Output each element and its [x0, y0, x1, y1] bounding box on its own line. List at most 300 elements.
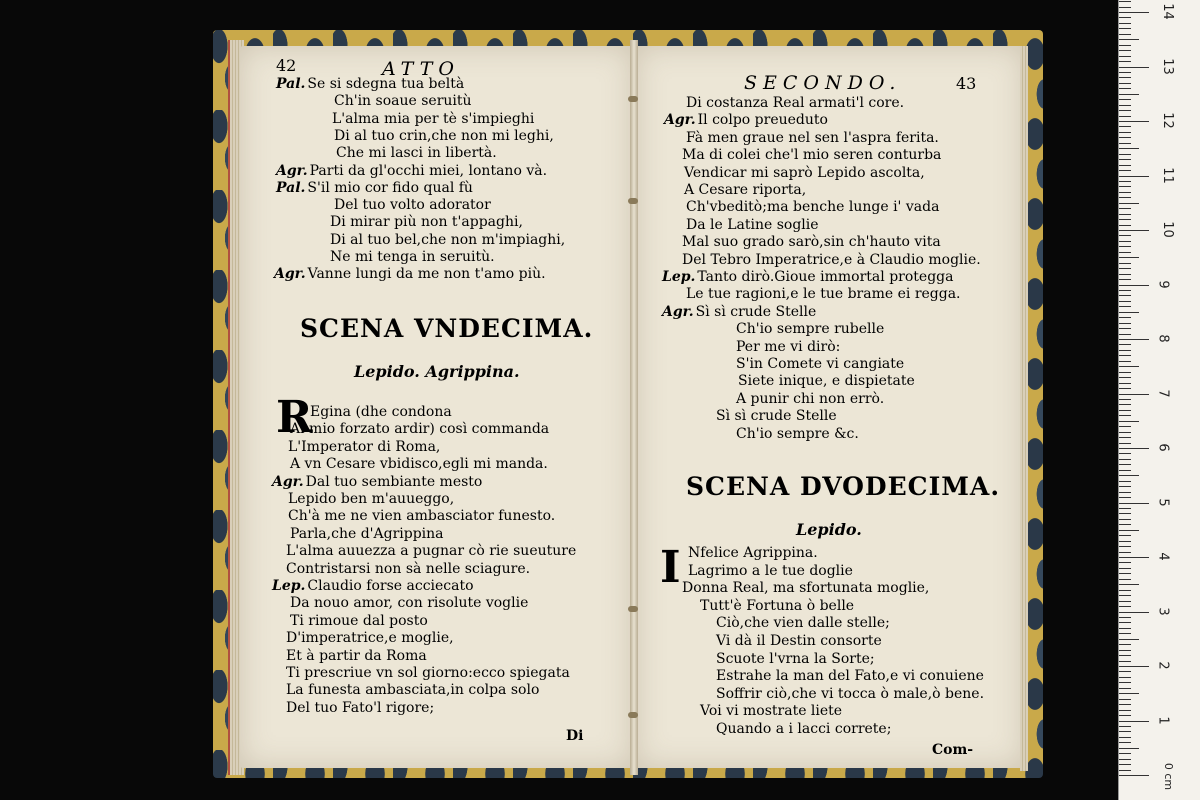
verse-text: Lepido ben m'auueggo,	[288, 491, 455, 507]
ruler-tick	[1119, 34, 1131, 35]
verse-text: Donna Real, ma sfortunata moglie,	[682, 580, 930, 597]
verse-line	[684, 182, 806, 199]
ruler-tick	[1119, 61, 1131, 62]
verse-line	[686, 217, 819, 234]
ruler-tick	[1119, 508, 1131, 509]
ruler-number: 14	[1159, 3, 1175, 20]
ruler-tick	[1119, 372, 1131, 373]
verse-text: Ch'io sempre rubelle	[736, 321, 885, 338]
verse-line	[664, 112, 828, 129]
ruler-tick	[1119, 633, 1131, 634]
verse-line	[272, 578, 474, 595]
ruler-tick	[1119, 208, 1131, 209]
ruler-tick	[1119, 143, 1131, 144]
book-gutter	[630, 40, 638, 775]
ruler-tick	[1119, 404, 1131, 405]
verse-line	[286, 543, 576, 560]
verse-text: Di mirar più non t'appaghi,	[330, 214, 523, 231]
ruler-number: 11	[1159, 166, 1175, 184]
verse-line	[286, 682, 539, 699]
verse-text: Quando a i lacci correte;	[716, 721, 892, 737]
ruler-number: 5	[1155, 497, 1171, 507]
verse-text: Di al tuo bel,che non m'impiaghi,	[330, 231, 566, 248]
verse-line	[688, 563, 853, 580]
ruler-tick	[1119, 639, 1139, 640]
scene-title: SCENA DVODECIMA.	[686, 472, 1001, 501]
verse-text: Voi vi mostrate liete	[700, 703, 843, 720]
ruler-tick	[1119, 459, 1131, 460]
verse-text: Di al tuo crin,che non mi leghi,	[334, 127, 554, 144]
ruler-tick	[1119, 503, 1149, 504]
ruler-tick	[1119, 137, 1131, 138]
ruler-tick	[1119, 268, 1131, 269]
ruler-tick	[1119, 432, 1131, 433]
ruler-tick	[1119, 590, 1131, 591]
ruler-tick	[1119, 312, 1139, 313]
ruler-tick	[1119, 148, 1139, 149]
verse-text: Mal suo grado sarò,sin ch'hauto vita	[682, 234, 941, 251]
verse-text: A Cesare riporta,	[684, 182, 807, 198]
ruler-tick	[1119, 301, 1131, 302]
verse-text: Fà men graue nel sen l'aspra ferita.	[686, 129, 939, 146]
ruler-number: 9	[1155, 279, 1171, 289]
speaker-label: Agr.	[662, 303, 694, 320]
ruler-tick	[1119, 246, 1131, 247]
verse-text: Ch'in soaue seruitù	[334, 93, 472, 110]
catchword: Com-	[932, 742, 974, 758]
ruler-tick	[1119, 105, 1131, 106]
ruler-tick	[1119, 257, 1139, 258]
page-number: 42	[276, 56, 297, 75]
verse-line	[276, 180, 473, 197]
drop-cap: R	[276, 392, 313, 443]
ruler-number: 12	[1159, 112, 1175, 129]
ruler-tick	[1119, 666, 1149, 667]
verse-line	[286, 700, 434, 717]
verse-text: Claudio forse acciecato	[307, 578, 474, 594]
ruler-tick	[1119, 132, 1131, 133]
verse-line	[330, 249, 495, 266]
ruler-tick	[1119, 7, 1131, 8]
verse-text: Vanne lungi da me non t'amo più.	[307, 266, 546, 283]
binding-stitch	[628, 712, 638, 718]
verse-line	[334, 197, 491, 214]
ruler-tick	[1119, 628, 1131, 629]
verse-text: Di costanza Real armati'l core.	[686, 95, 905, 111]
ruler-tick	[1119, 426, 1131, 427]
speaker-label: Pal.	[276, 179, 306, 196]
ruler-tick	[1119, 546, 1131, 547]
catchword: Di	[566, 728, 584, 744]
ruler-tick	[1119, 399, 1131, 400]
ruler-tick	[1119, 470, 1131, 471]
ruler-tick	[1119, 279, 1131, 280]
verse-line	[716, 408, 837, 425]
ruler-tick	[1119, 661, 1131, 662]
verse-text: Ch'vbeditò;ma benche lunge i' vada	[686, 199, 940, 216]
verse-line	[288, 439, 440, 456]
verse-text: L'Imperator di Roma,	[288, 438, 441, 455]
verse-line	[272, 474, 482, 491]
ruler-tick	[1119, 116, 1131, 117]
verse-text: Egina (dhe condona	[310, 404, 452, 420]
running-head: ATTO	[382, 58, 460, 80]
ruler-tick	[1119, 655, 1131, 656]
verse-text: Contristarsi non sà nelle sciagure.	[286, 560, 531, 577]
ruler-tick	[1119, 350, 1131, 351]
ruler-tick	[1119, 579, 1131, 580]
ruler-tick	[1119, 12, 1149, 13]
verse-text: L'alma mia per tè s'impieghi	[332, 110, 535, 127]
verse-line	[700, 598, 854, 615]
ruler-tick	[1119, 50, 1131, 51]
ruler-tick	[1119, 388, 1131, 389]
ruler-tick	[1119, 573, 1131, 574]
ruler-unit-label: 0 cm	[1162, 762, 1176, 791]
ruler-tick	[1119, 492, 1131, 493]
verse-text: Tanto dirò.Gioue immortal protegga	[697, 269, 954, 285]
verse-text: S'il mio cor fido qual fù	[307, 179, 473, 196]
verse-text: A punir chi non errò.	[736, 390, 885, 407]
verse-text: S'in Comete vi cangiate	[736, 356, 905, 372]
ruler-tick	[1119, 688, 1131, 689]
scene-persons: Lepido. Agrippina.	[354, 362, 520, 381]
verse-line	[330, 214, 523, 231]
ruler-tick	[1119, 742, 1131, 743]
ruler-tick	[1119, 715, 1131, 716]
ruler-tick	[1119, 306, 1131, 307]
verse-line	[332, 111, 534, 128]
ruler-tick	[1119, 770, 1131, 771]
ruler-tick	[1119, 94, 1139, 95]
ruler-tick	[1119, 513, 1131, 514]
measurement-ruler	[1118, 0, 1200, 800]
ruler-tick	[1119, 731, 1131, 732]
ruler-tick	[1119, 650, 1131, 651]
ruler-tick	[1119, 671, 1131, 672]
page-edges-right	[1020, 46, 1028, 771]
verse-text: Che mi lasci in libertà.	[336, 145, 497, 162]
drop-cap: I	[660, 542, 681, 593]
ruler-tick	[1119, 72, 1131, 73]
verse-line	[716, 633, 882, 650]
ruler-tick	[1119, 121, 1149, 122]
verse-text: Ch'à me ne vien ambasciator funesto.	[288, 508, 556, 525]
ruler-tick	[1119, 759, 1131, 760]
verse-line	[286, 561, 530, 578]
ruler-tick	[1119, 721, 1149, 722]
ruler-tick	[1119, 323, 1131, 324]
ruler-tick	[1119, 28, 1131, 29]
speaker-label: Agr.	[276, 162, 308, 179]
ruler-tick	[1119, 764, 1131, 765]
verse-text: Del tuo volto adorator	[334, 197, 491, 214]
ruler-tick	[1119, 693, 1139, 694]
verse-text: Siete inique, e dispietate	[738, 373, 915, 390]
verse-text: Lagrimo a le tue doglie	[688, 562, 853, 579]
ruler-tick	[1119, 83, 1131, 84]
verse-line	[336, 145, 497, 162]
ruler-tick	[1119, 203, 1139, 204]
scene-persons: Lepido.	[796, 520, 862, 539]
speaker-label: Agr.	[274, 266, 306, 283]
verse-line	[736, 356, 904, 373]
verse-text: Nfelice Agrippina.	[688, 545, 818, 561]
ruler-tick	[1119, 557, 1149, 558]
verse-line	[686, 199, 939, 216]
verse-text: Del Tebro Imperatrice,e à Claudio moglie.	[682, 251, 981, 268]
verse-line	[738, 373, 915, 390]
ruler-tick	[1119, 295, 1131, 296]
binding-stitch	[628, 198, 638, 204]
verse-text: Dal tuo sembiante mesto	[305, 473, 483, 490]
ruler-tick	[1119, 99, 1131, 100]
verse-text: Ti rimoue dal posto	[290, 612, 428, 629]
verse-text: Sì sì crude Stelle	[716, 408, 837, 425]
ruler-tick	[1119, 464, 1131, 465]
verse-line	[716, 651, 875, 668]
ruler-tick	[1119, 437, 1131, 438]
ruler-tick	[1119, 274, 1131, 275]
verse-line	[682, 234, 941, 251]
ruler-tick	[1119, 56, 1131, 57]
speaker-label: Agr.	[664, 112, 696, 129]
ruler-tick	[1119, 475, 1139, 476]
ruler-tick	[1119, 355, 1131, 356]
ruler-tick	[1119, 159, 1131, 160]
ruler-tick	[1119, 710, 1131, 711]
ruler-tick	[1119, 541, 1131, 542]
ruler-tick	[1119, 394, 1149, 395]
verse-line	[736, 321, 884, 338]
ruler-tick	[1119, 219, 1131, 220]
verse-text: A vn Cesare vbidisco,egli mi manda.	[290, 456, 548, 473]
ruler-tick	[1119, 699, 1131, 700]
ruler-tick	[1119, 45, 1131, 46]
ruler-tick	[1119, 448, 1149, 449]
ruler-tick	[1119, 486, 1131, 487]
verse-text: Ciò,che vien dalle stelle;	[716, 615, 890, 632]
verse-line	[334, 128, 554, 145]
verse-line	[276, 163, 547, 180]
ruler-number: 3	[1155, 606, 1171, 616]
ruler-tick	[1119, 524, 1131, 525]
ruler-number: 1	[1155, 715, 1171, 725]
verse-text: Da le Latine soglie	[686, 216, 819, 233]
page-number: 43	[956, 74, 977, 93]
verse-line	[686, 286, 961, 303]
ruler-tick	[1119, 737, 1131, 738]
verse-line	[286, 665, 570, 682]
verse-text: Scuote l'vrna la Sorte;	[716, 650, 875, 667]
ruler-tick	[1119, 497, 1131, 498]
verse-text: Et à partir da Roma	[286, 647, 427, 664]
verse-line	[290, 526, 444, 543]
speaker-label: Lep.	[272, 578, 306, 594]
ruler-number: 6	[1155, 443, 1171, 452]
ruler-tick	[1119, 334, 1131, 335]
ruler-tick	[1119, 197, 1131, 198]
ruler-tick	[1119, 421, 1139, 422]
ruler-tick	[1119, 192, 1131, 193]
verse-line	[290, 613, 428, 630]
ruler-tick	[1119, 410, 1131, 411]
ruler-tick	[1119, 176, 1149, 177]
binding-stitch	[628, 606, 638, 612]
ruler-tick	[1119, 344, 1131, 345]
ruler-tick	[1119, 317, 1131, 318]
verse-line	[682, 147, 941, 164]
ruler-tick	[1119, 595, 1131, 596]
ruler-tick	[1119, 241, 1131, 242]
verse-text: Se si sdegna tua beltà	[307, 76, 465, 92]
verse-text: Vi dà il Destin consorte	[716, 633, 882, 649]
running-head: SECONDO.	[744, 72, 902, 94]
verse-text: L'alma auuezza a pugnar cò rie sueuture	[286, 543, 577, 560]
verse-line	[684, 165, 925, 182]
ruler-tick	[1119, 568, 1131, 569]
verse-line	[662, 269, 953, 286]
verse-text: Ti prescriue vn sol giorno:ecco spiegata	[286, 665, 570, 681]
ruler-tick	[1119, 235, 1131, 236]
verse-text: Parla,che d'Agrippina	[290, 525, 444, 542]
verse-text: Soffrir ciò,che vi tocca ò male,ò bene.	[716, 685, 985, 702]
speaker-label: Pal.	[276, 76, 306, 92]
verse-line	[682, 580, 929, 597]
verse-text: Il colpo preueduto	[697, 112, 828, 129]
ruler-tick	[1119, 285, 1149, 286]
ruler-tick	[1119, 612, 1149, 613]
verse-line	[290, 595, 528, 612]
verse-line	[686, 95, 904, 112]
verse-text: D'imperatrice,e moglie,	[286, 630, 454, 647]
verse-line	[716, 686, 984, 703]
ruler-tick	[1119, 23, 1131, 24]
ruler-tick	[1119, 622, 1131, 623]
ruler-tick	[1119, 181, 1131, 182]
ruler-tick	[1119, 1, 1131, 2]
ruler-tick	[1119, 366, 1139, 367]
verse-text: La funesta ambasciata,in colpa solo	[286, 682, 540, 699]
ruler-tick	[1119, 154, 1131, 155]
ruler-number: 2	[1155, 661, 1171, 670]
ruler-tick	[1119, 562, 1131, 563]
ruler-tick	[1119, 186, 1131, 187]
ruler-tick	[1119, 165, 1131, 166]
verse-line	[286, 630, 454, 647]
verse-line	[288, 508, 555, 525]
verse-line	[334, 93, 472, 110]
ruler-number: 10	[1159, 221, 1175, 238]
verse-line	[736, 339, 840, 356]
ruler-tick	[1119, 726, 1131, 727]
verse-text: Le tue ragioni,e le tue brame ei regga.	[686, 286, 961, 303]
verse-text: Al mio forzato ardir) così commanda	[290, 421, 550, 438]
verse-text: Parti da gl'occhi miei, lontano và.	[309, 162, 548, 179]
ruler-tick	[1119, 126, 1131, 127]
ruler-tick	[1119, 339, 1149, 340]
ruler-tick	[1119, 88, 1131, 89]
ruler-tick	[1119, 677, 1131, 678]
ruler-tick	[1119, 328, 1131, 329]
verse-text: Ma di colei che'l mio seren conturba	[682, 147, 942, 164]
ruler-number: 13	[1159, 57, 1175, 75]
verse-line	[682, 252, 981, 269]
ruler-tick	[1119, 535, 1131, 536]
verse-line	[290, 456, 548, 473]
verse-line	[716, 668, 984, 685]
scene-title: SCENA VNDECIMA.	[300, 314, 594, 343]
ruler-tick	[1119, 601, 1131, 602]
verse-line	[286, 648, 427, 665]
verse-text: Sì sì crude Stelle	[695, 303, 817, 320]
verse-text: Ne mi tenga in seruitù.	[330, 249, 495, 265]
ruler-tick	[1119, 775, 1149, 776]
verse-line	[716, 615, 890, 632]
verse-line	[688, 545, 818, 562]
ruler-tick	[1119, 584, 1139, 585]
ruler-tick	[1119, 214, 1131, 215]
ruler-tick	[1119, 110, 1131, 111]
ruler-tick	[1119, 290, 1131, 291]
ruler-number: 7	[1155, 388, 1171, 398]
ruler-tick	[1119, 252, 1131, 253]
ruler-tick	[1119, 383, 1131, 384]
ruler-tick	[1119, 644, 1131, 645]
verse-line	[274, 266, 546, 283]
ruler-tick	[1119, 361, 1131, 362]
ruler-tick	[1119, 377, 1131, 378]
verse-text: Tutt'è Fortuna ò belle	[700, 597, 855, 614]
ruler-tick	[1119, 170, 1131, 171]
verse-text: Ch'io sempre &c.	[736, 425, 859, 442]
ruler-tick	[1119, 443, 1131, 444]
ruler-tick	[1119, 530, 1139, 531]
ruler-tick	[1119, 748, 1139, 749]
ruler-number: 8	[1155, 334, 1171, 343]
speaker-label: Lep.	[662, 269, 696, 285]
verse-text: Vendicar mi saprò Lepido ascolta,	[684, 164, 925, 181]
verse-line	[290, 421, 549, 438]
ruler-tick	[1119, 415, 1131, 416]
ruler-tick	[1119, 682, 1131, 683]
verse-line	[662, 304, 816, 321]
ruler-tick	[1119, 230, 1149, 231]
ruler-tick	[1119, 753, 1131, 754]
verse-text: Da nouo amor, con risolute voglie	[290, 595, 529, 612]
verse-line	[686, 130, 939, 147]
verse-line	[276, 76, 464, 93]
verse-line	[736, 391, 884, 408]
ruler-tick	[1119, 67, 1149, 68]
ruler-tick	[1119, 77, 1131, 78]
verse-text: Del tuo Fato'l rigore;	[286, 699, 435, 716]
ruler-tick	[1119, 453, 1131, 454]
verse-line	[330, 232, 565, 249]
verse-line	[736, 426, 859, 443]
ruler-tick	[1119, 17, 1131, 18]
verse-line	[716, 721, 891, 738]
ruler-tick	[1119, 481, 1131, 482]
verse-line	[700, 703, 842, 720]
ruler-tick	[1119, 39, 1139, 40]
ruler-tick	[1119, 225, 1131, 226]
verse-line	[310, 404, 452, 421]
verse-text: Per me vi dirò:	[736, 338, 841, 355]
ruler-tick	[1119, 552, 1131, 553]
verse-line	[288, 491, 454, 508]
ruler-tick	[1119, 704, 1131, 705]
